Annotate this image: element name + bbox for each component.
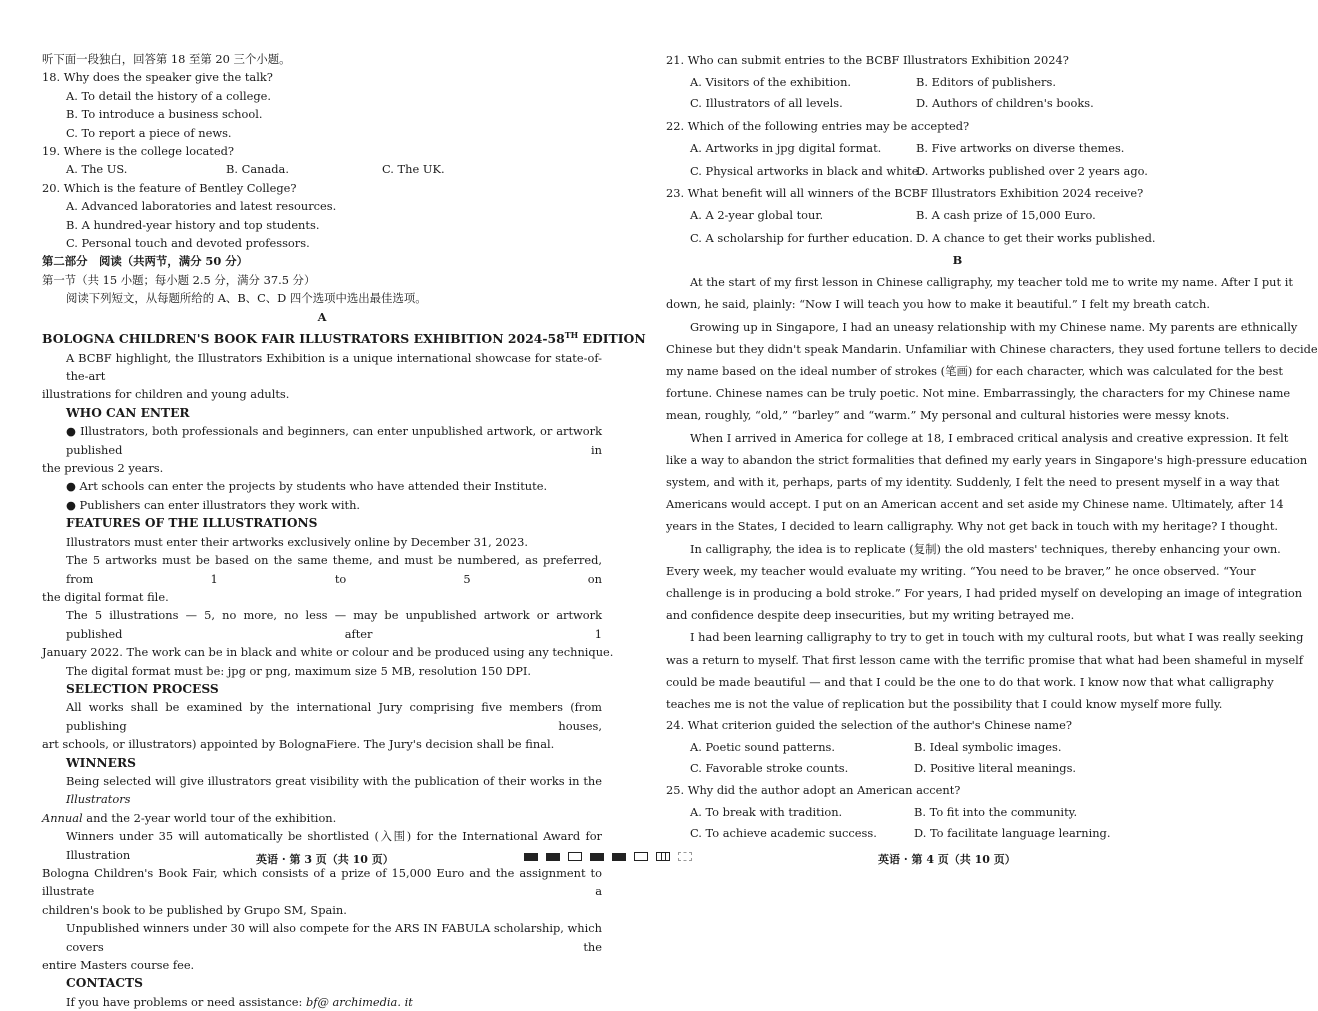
question-24-option-c: C. Favorable stroke counts. — [690, 761, 849, 776]
question-18-stem: 18. Why does the speaker give the talk? — [42, 70, 273, 85]
question-19-option-b: B. Canada. — [226, 162, 289, 177]
hollow-block-icon — [568, 852, 582, 861]
winners-para-2-line-1: Winners under 35 will automatically be shortlisted (入围) for the International Award for Illustration — [66, 829, 602, 862]
selection-line-2: art schools, or illustrators) appointed by BolognaFiere. The Jury's decision shall be final. — [42, 737, 555, 752]
question-22-option-c: C. Physical artworks in black and white. — [690, 163, 923, 178]
passage-b-letter: B — [952, 253, 963, 268]
features-para-2-line-2: the digital format file. — [42, 589, 169, 604]
passage-b-p2-line-5: mean, roughly, “old,” “barley” and “warm.” My personal and cultural histories were messy knots. — [666, 408, 1230, 423]
faint-block-icon — [678, 852, 692, 861]
question-23-option-b: B. A cash prize of 15,000 Euro. — [916, 208, 1096, 223]
question-21-options-row-2 — [666, 93, 1249, 115]
winners-para-2-line-2: Bologna Children's Book Fair, which consists of a prize of 15,000 Euro and the assignment to illustrate a — [42, 866, 602, 899]
question-23-options-row-1 — [666, 204, 1249, 226]
question-18-option-a: A. To detail the history of a college. — [66, 88, 272, 103]
contact-email: bf@ archimedia. it — [305, 994, 413, 1009]
passage-a-letter: A — [317, 309, 327, 324]
question-22-options-row-1 — [666, 137, 1249, 159]
left-page-footer: 英语 · 第 3 页（共 10 页） — [256, 853, 394, 866]
features-heading: FEATURES OF THE ILLUSTRATIONS — [66, 516, 318, 531]
passage-b-p5-line-2: was a return to myself. That first lesson came with the terrific promise that what had been shameful in myself — [666, 652, 1303, 667]
features-para-4: The digital format must be: jpg or png, maximum size 5 MB, resolution 150 DPI. — [66, 663, 531, 678]
question-21-option-d: D. Authors of children's books. — [916, 96, 1094, 111]
passage-b-p4-line-2: Every week, my teacher would evaluate my writing. “You need to be braver,” he once observed. “Your — [666, 563, 1256, 578]
winners-para-3-line-1: Unpublished winners under 30 will also compete for the ARS IN FABULA scholarship, which covers the — [66, 921, 602, 954]
winners-para-1-line-1: Being selected will give illustrators great visibility with the publication of their works in the Illustrators — [66, 773, 602, 807]
passage-a-title: BOLOGNA CHILDREN'S BOOK FAIR ILLUSTRATORS EXHIBITION 2024-58TH EDITION — [42, 330, 646, 347]
right-page-footer: 英语 · 第 4 页（共 10 页） — [878, 853, 1016, 866]
question-25-options-row-1 — [666, 802, 1249, 824]
question-23-option-c: C. A scholarship for further education. — [690, 230, 913, 245]
question-22-options-row-2 — [666, 160, 1249, 182]
question-25-option-d: D. To facilitate language learning. — [914, 826, 1111, 841]
question-25-option-b: B. To fit into the community. — [914, 804, 1078, 819]
question-25-options-row-2 — [666, 823, 1249, 845]
features-para-1: Illustrators must enter their artworks exclusively online by December 31, 2023. — [66, 534, 529, 549]
question-19-option-c: C. The UK. — [382, 162, 445, 177]
passage-b-p4-line-1: In calligraphy, the idea is to replicate (复制) the old masters' techniques, thereby enhancing your own. — [690, 541, 1281, 556]
page-nav-icons — [524, 852, 692, 861]
who-can-enter-heading: WHO CAN ENTER — [66, 405, 190, 420]
passage-b-p3-line-1: When I arrived in America for college at 18, I embraced critical analysis and creative expression. It felt — [690, 430, 1289, 445]
winners-para-1-line-2: Annual and the 2-year world tour of the exhibition. — [42, 810, 337, 825]
passage-b-p3-line-2: like a way to abandon the strict formalities that defined my early years in Singapore's high-pressure education — [666, 452, 1308, 467]
question-23-option-a: A. A 2-year global tour. — [690, 208, 824, 223]
passage-b-p4-line-3: challenge is in producing a bold stroke.” For years, I had prided myself on developing an image of integration — [666, 586, 1303, 601]
grid-block-icon — [656, 852, 670, 861]
question-19-option-a: A. The US. — [66, 162, 128, 177]
passage-b-p5-line-1: I had been learning calligraphy to try to get in touch with my cultural roots, but what I was really seeking — [690, 630, 1304, 645]
selection-heading: SELECTION PROCESS — [66, 681, 219, 696]
passage-b-p3-line-5: years in the States, I decided to learn calligraphy. Why not get back in touch with my heritage? I thought. — [666, 519, 1279, 534]
filled-block-icon — [524, 853, 538, 861]
winners-para-2-line-3: children's book to be published by Grupo SM, Spain. — [42, 902, 347, 917]
right-page — [636, 0, 1318, 900]
filled-block-icon — [612, 853, 626, 861]
contacts-line: If you have problems or need assistance: bf@ archimedia. it — [66, 994, 413, 1009]
passage-b-p2-line-3: my name based on the ideal number of strokes (笔画) for each character, which was calculated for the best — [666, 364, 1283, 379]
passage-b-p5-line-4: teaches me is not the value of replication but the possibility that I could know myself more fully. — [666, 697, 1223, 712]
question-18-option-b: B. To introduce a business school. — [66, 107, 263, 122]
question-22-stem: 22. Which of the following entries may be accepted? — [666, 118, 970, 133]
question-18-option-c: C. To report a piece of news. — [66, 125, 232, 140]
winners-para-3-line-2: entire Masters course fee. — [42, 958, 195, 973]
passage-b-p2-line-2: Chinese but they didn't speak Mandarin. Unfamiliar with Chinese characters, they used fortune tellers to decide — [666, 341, 1318, 356]
question-23-options-row-2 — [666, 227, 1249, 249]
question-20-stem: 20. Which is the feature of Bentley College? — [42, 180, 297, 195]
question-22-option-b: B. Five artworks on diverse themes. — [916, 141, 1125, 156]
question-22-option-d: D. Artworks published over 2 years ago. — [916, 163, 1148, 178]
who-item-1-line-1: ● Illustrators, both professionals and beginners, can enter unpublished artwork, or artwork published in — [66, 424, 602, 457]
question-20-option-c: C. Personal touch and devoted professors. — [66, 236, 310, 251]
left-page — [0, 0, 646, 1009]
question-24-option-d: D. Positive literal meanings. — [914, 761, 1077, 776]
passage-b-p1-line-1: At the start of my first lesson in Chinese calligraphy, my teacher told me to write my name. After I put it — [690, 275, 1293, 290]
who-item-3: ● Publishers can enter illustrators they work with. — [66, 497, 361, 512]
question-22-option-a: A. Artworks in jpg digital format. — [690, 141, 882, 156]
question-20-option-a: A. Advanced laboratories and latest resources. — [66, 199, 337, 214]
question-21-options-row-1 — [666, 72, 1249, 94]
question-20-option-b: B. A hundred-year history and top students. — [66, 217, 320, 232]
question-24-stem: 24. What criterion guided the selection of the author's Chinese name? — [666, 718, 1072, 733]
passage-b-p4-line-4: and confidence despite deep insecurities, but my writing betrayed me. — [666, 608, 1075, 623]
passage-b-p2-line-4: fortune. Chinese names can be truly poetic. Not mine. Embarrassingly, the characters for my Chinese name — [666, 386, 1291, 401]
passage-b-p5-line-3: could be made beautiful — and that I could be the one to do that work. I know now that what calligraphy — [666, 674, 1274, 689]
filled-block-icon — [546, 853, 560, 861]
passage-b-p3-line-4: Americans would accept. I put on an American accent and set aside my Chinese name. Ultimately, after 14 — [666, 497, 1284, 512]
winners-heading: WINNERS — [66, 755, 136, 770]
question-23-stem: 23. What benefit will all winners of the BCBF Illustrators Exhibition 2024 receive? — [666, 186, 1144, 200]
question-25-option-c: C. To achieve academic success. — [690, 826, 877, 841]
passage-b-p2-line-1: Growing up in Singapore, I had an uneasy relationship with my Chinese name. My parents are ethnically — [690, 319, 1298, 334]
part-two-heading: 第二部分 阅读（共两节，满分 50 分） — [42, 254, 249, 269]
question-19-stem: 19. Where is the college located? — [42, 144, 235, 159]
who-item-2: ● Art schools can enter the projects by students who have attended their Institute. — [66, 479, 548, 494]
passage-b-p3-line-3: system, and with it, perhaps, parts of my identity. Suddenly, I felt the need to present myself in a way that — [666, 475, 1280, 490]
question-19-options — [42, 160, 602, 178]
question-25-stem: 25. Why did the author adopt an American accent? — [666, 783, 961, 798]
question-21-option-b: B. Editors of publishers. — [916, 74, 1056, 89]
question-21-stem: 21. Who can submit entries to the BCBF Illustrators Exhibition 2024? — [666, 53, 1069, 67]
question-24-options-row-1 — [666, 737, 1249, 759]
filled-block-icon — [590, 853, 604, 861]
intro-line-2: illustrations for children and young adults. — [42, 387, 290, 402]
features-para-3-line-1: The 5 illustrations — 5, no more, no less — may be unpublished artwork or artwork published after 1 — [66, 608, 602, 641]
question-25-option-a: A. To break with tradition. — [690, 804, 843, 819]
question-21-option-c: C. Illustrators of all levels. — [690, 96, 843, 111]
hollow-block-icon — [634, 852, 648, 861]
intro-line-1: A BCBF highlight, the Illustrators Exhibition is a unique international showcase for state-of-the-art — [66, 350, 602, 384]
section-one-heading: 第一节（共 15 小题；每小题 2.5 分，满分 37.5 分） — [42, 272, 316, 287]
question-24-options-row-2 — [666, 758, 1249, 780]
features-para-3-line-2: January 2022. The work can be in black and white or colour and be produced using any technique. — [42, 645, 614, 660]
question-24-option-a: A. Poetic sound patterns. — [690, 739, 836, 754]
who-item-1-line-2: the previous 2 years. — [42, 461, 164, 476]
listening-instruction: 听下面一段独白，回答第 18 至第 20 三个小题。 — [42, 52, 291, 66]
features-para-2-line-1: The 5 artworks must be based on the same theme, and must be numbered, as preferred, from 1 to 5 on — [66, 553, 602, 586]
passage-b-p1-line-2: down, he said, plainly: “Now I will teach you how to make it beautiful.” I felt my breath catch. — [666, 297, 1210, 312]
contacts-heading: CONTACTS — [66, 976, 143, 991]
question-23-option-d: D. A chance to get their works published. — [916, 230, 1156, 245]
reading-instruction: 阅读下列短文，从每题所给的 A、B、C、D 四个选项中选出最佳选项。 — [66, 291, 427, 306]
selection-line-1: All works shall be examined by the international Jury comprising five members (from publishing houses, — [66, 700, 602, 733]
question-24-option-b: B. Ideal symbolic images. — [914, 739, 1062, 754]
question-21-option-a: A. Visitors of the exhibition. — [690, 74, 852, 89]
